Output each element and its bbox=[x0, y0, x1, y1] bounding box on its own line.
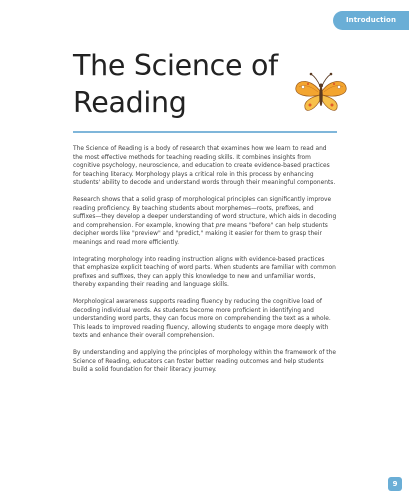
paragraph bbox=[73, 196, 337, 247]
body-text bbox=[73, 145, 337, 383]
paragraph: By understanding and applying the principles of morphology within the framework of the Science of Reading, educators can foster better reading outcomes and help students build a solid foundation for their literacy journey. bbox=[73, 350, 336, 373]
title-divider bbox=[73, 131, 337, 133]
butterfly-icon bbox=[293, 70, 349, 118]
page-number: 9 bbox=[388, 477, 402, 491]
emphasized-term: pre bbox=[215, 222, 226, 229]
section-tab: Introduction bbox=[333, 11, 409, 30]
paragraph: Integrating morphology into reading instruction aligns with evidence-based practices that emphasize explicit teaching of word parts. When students are familiar with common prefixes and suffixes, they can apply this knowledge to new and unfamiliar words, thereby expanding their reading and language skills. bbox=[73, 256, 336, 288]
text-run: Research shows that a solid grasp of morphological principles can significantly improve reading proficiency. By teaching students about morphemes—roots, prefixes, and suffixes—they develop a deeper understanding of word structure, which aids in decoding and comprehension. For example, knowing that bbox=[73, 197, 337, 229]
page-title: The Science of Reading bbox=[73, 49, 278, 119]
text-run: means "before" can help students decipher words like "preview" and "predict," making it easier for them to grasp their meanings and read more efficiently. bbox=[73, 222, 328, 246]
paragraph: The Science of Reading is a body of research that examines how we learn to read and the most effective methods for teaching reading skills. It combines insights from cognitive psychology, neuroscience, and education to create evidence-based practices for teaching literacy. Morphology plays a critical role in this process by enhancing students' ability to decode and understand words through their meaningful components. bbox=[73, 146, 336, 186]
paragraph: Morphological awareness supports reading fluency by reducing the cognitive load of decoding individual words. As students become more proficient in identifying and understanding word parts, they can focus more on comprehending the text as a whole. This leads to improved reading fluency, allowing students to engage more deeply with texts and enhance their overall comprehension. bbox=[73, 299, 331, 339]
